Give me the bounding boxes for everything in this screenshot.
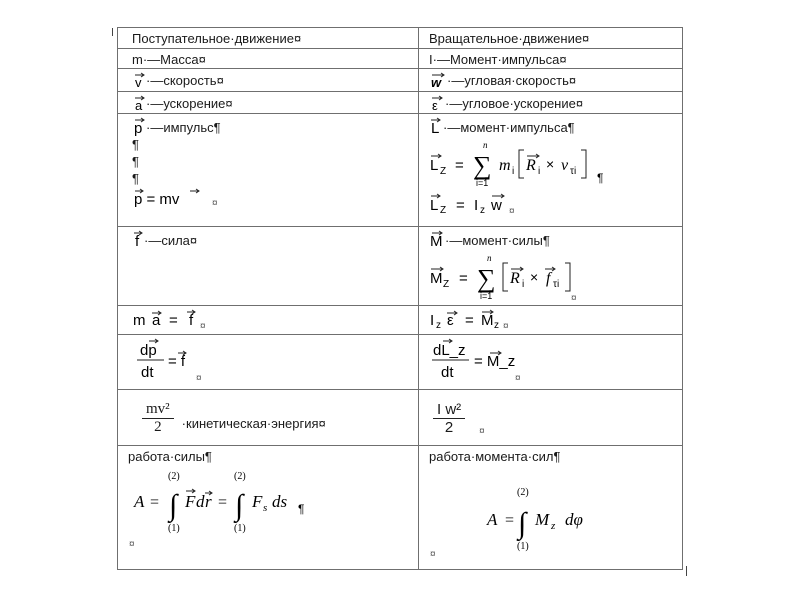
cell-acceleration: a ·—ускорение¤ bbox=[118, 92, 419, 114]
svg-text:×: × bbox=[546, 156, 555, 172]
svg-text:M: M bbox=[481, 312, 494, 329]
svg-text:(2): (2) bbox=[517, 487, 529, 498]
svg-text:= f: = f bbox=[168, 353, 186, 370]
vector-f-symbol bbox=[132, 229, 144, 249]
svg-text:ε: ε bbox=[432, 98, 438, 112]
svg-text:dp: dp bbox=[140, 342, 157, 359]
angular-momentum-derivative-formula bbox=[429, 337, 549, 385]
svg-text:Z: Z bbox=[440, 166, 447, 177]
svg-text:¤: ¤ bbox=[503, 321, 509, 330]
pilcrow: ¶ bbox=[132, 171, 139, 186]
torque-sum-formula bbox=[429, 249, 599, 305]
angular-momentum-formula bbox=[429, 192, 539, 214]
vector-L-symbol bbox=[429, 116, 443, 136]
svg-text:=: = bbox=[150, 494, 160, 511]
cell-work-force: работа·силы¶ A = (2) ∫ (1) F d r = (2) ∫ (1) F s ds ¶ ¤ bbox=[118, 446, 419, 570]
cell-moment-of-inertia: I·—Момент·импульса¤ bbox=[419, 49, 683, 69]
svg-text:τi: τi bbox=[553, 279, 560, 290]
svg-text:∑: ∑ bbox=[477, 264, 496, 293]
table-row bbox=[118, 227, 683, 306]
svg-text:∫: ∫ bbox=[235, 489, 244, 522]
table-row bbox=[118, 335, 683, 390]
svg-text:m: m bbox=[133, 312, 146, 329]
svg-text:z: z bbox=[436, 320, 441, 330]
svg-text:¤: ¤ bbox=[515, 373, 521, 384]
svg-text:z: z bbox=[480, 205, 485, 214]
cell-angular-momentum-derivative bbox=[419, 335, 683, 390]
svg-text:(1): (1) bbox=[517, 541, 529, 552]
angular-momentum-sum-formula bbox=[429, 136, 639, 192]
svg-text:dL_z: dL_z bbox=[433, 342, 466, 359]
svg-text:f: f bbox=[189, 312, 194, 329]
svg-text:¤: ¤ bbox=[509, 206, 515, 214]
svg-text:I: I bbox=[430, 312, 435, 329]
svg-text:v: v bbox=[135, 75, 142, 89]
svg-text:¤: ¤ bbox=[430, 549, 436, 560]
vector-p-symbol bbox=[132, 116, 146, 136]
svg-text:= M_z: = M_z bbox=[474, 353, 516, 370]
svg-text:n: n bbox=[487, 253, 492, 263]
svg-text:L: L bbox=[430, 197, 439, 214]
pilcrow: ¶ bbox=[132, 154, 139, 169]
svg-text:I: I bbox=[474, 197, 479, 214]
svg-text:F: F bbox=[252, 492, 263, 511]
svg-text:Z: Z bbox=[443, 279, 450, 290]
svg-text:i: i bbox=[538, 166, 541, 177]
table-row bbox=[118, 114, 683, 227]
momentum-formula bbox=[132, 187, 212, 207]
svg-text:w: w bbox=[491, 197, 502, 214]
svg-text:=: = bbox=[169, 312, 178, 329]
cell-kinetic-energy: $\frac{\text{mv²}}{2}$ ·кинетическая·энергия¤ bbox=[118, 390, 419, 446]
cell-work-torque: работа·момента·сил¶ A = (2) ∫ (1) M z dφ ¤ bbox=[419, 446, 683, 570]
svg-text:×: × bbox=[530, 269, 539, 285]
svg-text:n: n bbox=[483, 140, 488, 150]
svg-text:=: = bbox=[459, 270, 468, 287]
frame-corner-mark bbox=[686, 566, 687, 576]
cell-rotational-energy: $\frac{\text{I w²}}{2}$ ¤ bbox=[419, 390, 683, 446]
svg-text:¤: ¤ bbox=[129, 539, 135, 550]
svg-text:=: = bbox=[505, 512, 515, 529]
svg-text:ds: ds bbox=[272, 492, 288, 511]
svg-text:p: p bbox=[134, 120, 143, 136]
table-row bbox=[118, 49, 683, 69]
svg-text:L: L bbox=[431, 120, 440, 136]
cell-momentum: p ·—импульс¶ ¶ ¶ ¶ p = mv $_¤$ bbox=[118, 114, 419, 227]
svg-text:Z: Z bbox=[440, 205, 447, 214]
svg-text:¤: ¤ bbox=[571, 293, 577, 304]
svg-text:=: = bbox=[455, 157, 464, 174]
table-row bbox=[118, 69, 683, 92]
table-header-row bbox=[118, 28, 683, 49]
frame-corner-mark bbox=[112, 28, 113, 36]
momentum-derivative-formula bbox=[132, 337, 242, 385]
svg-text:F: F bbox=[185, 492, 196, 511]
svg-text:i: i bbox=[512, 166, 515, 177]
cell-newton-law bbox=[118, 306, 419, 335]
svg-text:=: = bbox=[456, 197, 465, 214]
svg-text:f: f bbox=[546, 270, 551, 287]
svg-text:i=1: i=1 bbox=[480, 291, 493, 301]
vector-v-symbol bbox=[132, 71, 146, 89]
svg-text:∑: ∑ bbox=[473, 151, 492, 180]
rotational-energy-fraction: $\frac{\text{I w²}}{2}$ bbox=[433, 401, 465, 436]
newton-law-formula bbox=[132, 308, 232, 330]
svg-text:p = mv: p = mv bbox=[134, 191, 180, 207]
vector-M-symbol bbox=[429, 229, 445, 249]
svg-text:z: z bbox=[551, 520, 556, 532]
motion-comparison-table bbox=[117, 27, 683, 570]
svg-text:¶: ¶ bbox=[298, 502, 305, 516]
cell-rotation-law bbox=[419, 306, 683, 335]
svg-text:(1): (1) bbox=[234, 523, 246, 534]
cell-velocity: v ·—скорость¤ bbox=[118, 69, 419, 92]
svg-text:dt: dt bbox=[441, 364, 454, 381]
table-row bbox=[118, 306, 683, 335]
svg-text:(1): (1) bbox=[168, 523, 180, 534]
svg-text:∫: ∫ bbox=[169, 489, 178, 522]
svg-text:(2): (2) bbox=[168, 471, 180, 482]
svg-text:R: R bbox=[526, 157, 536, 174]
svg-text:dφ: dφ bbox=[565, 510, 583, 529]
svg-text:a: a bbox=[135, 98, 143, 112]
vector-epsilon-symbol bbox=[429, 94, 445, 112]
cell-force: f ·—сила¤ bbox=[118, 227, 419, 306]
work-torque-integral bbox=[429, 465, 649, 561]
vector-a-symbol bbox=[132, 94, 146, 112]
svg-text:v: v bbox=[561, 157, 569, 174]
svg-text:f: f bbox=[135, 233, 140, 249]
vector-w-symbol bbox=[429, 71, 447, 89]
svg-text:a: a bbox=[152, 312, 161, 329]
header-rotational: Вращательное·движение¤ bbox=[419, 28, 683, 49]
svg-text:i: i bbox=[522, 279, 525, 290]
svg-text:ε: ε bbox=[447, 312, 454, 329]
header-translational: Поступательное·движение¤ bbox=[118, 28, 419, 49]
svg-text:m: m bbox=[499, 157, 511, 174]
rotation-law-formula bbox=[429, 308, 539, 330]
svg-text:=: = bbox=[465, 312, 474, 329]
table-row bbox=[118, 446, 683, 570]
cell-angular-velocity: w ·—угловая·скорость¤ bbox=[419, 69, 683, 92]
svg-text:A: A bbox=[487, 510, 498, 529]
work-force-integral bbox=[128, 465, 328, 561]
svg-text:A: A bbox=[134, 492, 145, 511]
table-row bbox=[118, 92, 683, 114]
pilcrow: ¶ bbox=[132, 137, 139, 152]
kinetic-energy-fraction: $\frac{\text{mv²}}{2}$ bbox=[142, 401, 174, 436]
svg-text:r: r bbox=[205, 492, 212, 511]
svg-text:i=1: i=1 bbox=[476, 178, 489, 188]
table-row bbox=[118, 390, 683, 446]
cell-momentum-derivative bbox=[118, 335, 419, 390]
svg-text:d: d bbox=[196, 492, 205, 511]
svg-text:s: s bbox=[263, 502, 268, 514]
svg-text:M: M bbox=[535, 510, 550, 529]
svg-text:(2): (2) bbox=[234, 471, 246, 482]
cell-angular-momentum: L ·—момент·импульса¶ L Z = n ∑ i=1 m i R i × v τi ¶ L Z = I z w ¤ bbox=[419, 114, 683, 227]
cell-mass: m·—Масса¤ bbox=[118, 49, 419, 69]
svg-text:∫: ∫ bbox=[518, 507, 527, 540]
cell-angular-acceleration: ε ·—угловое·ускорение¤ bbox=[419, 92, 683, 114]
svg-text:¤: ¤ bbox=[196, 373, 202, 384]
svg-text:w: w bbox=[431, 75, 442, 89]
svg-text:R: R bbox=[510, 270, 520, 287]
svg-text:M: M bbox=[430, 233, 443, 249]
cell-torque: M ·—момент·силы¶ M Z = n ∑ i=1 R i × f τi ¤ bbox=[419, 227, 683, 306]
svg-text:L: L bbox=[430, 157, 439, 174]
svg-text:¶: ¶ bbox=[597, 171, 604, 185]
svg-text:=: = bbox=[218, 494, 228, 511]
svg-text:z: z bbox=[494, 320, 499, 330]
svg-text:M: M bbox=[430, 270, 443, 287]
svg-text:dt: dt bbox=[141, 364, 154, 381]
svg-text:τi: τi bbox=[570, 166, 577, 177]
svg-text:¤: ¤ bbox=[200, 321, 206, 330]
